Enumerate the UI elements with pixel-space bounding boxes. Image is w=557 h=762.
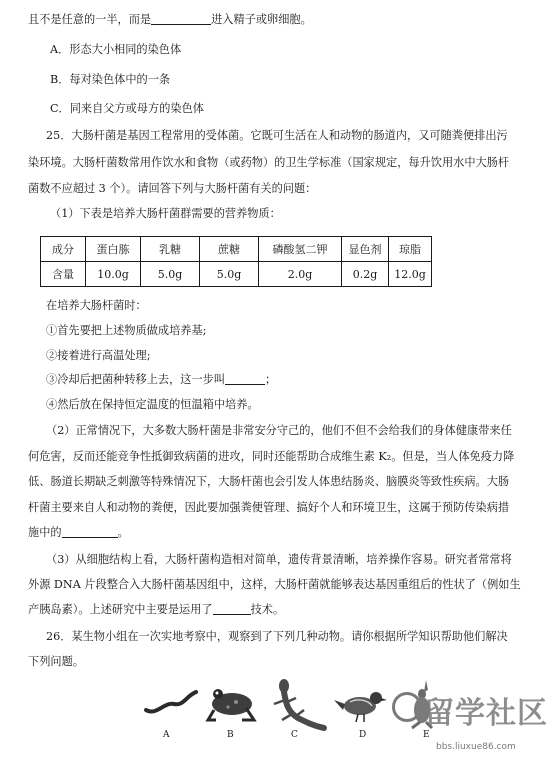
p3-line-2: 外源 DNA 片段整合入大肠杆菌基因组中，这样，大肠杆菌就能够表达基因重组后的性状了（例如生 xyxy=(28,578,521,591)
table-header-row xyxy=(41,237,432,262)
p2-line-2: 何危害，反而还能竞争性抵御致病菌的进攻，同时还能帮助合成维生素 K₂。但是，当人体免疫力降 xyxy=(28,450,515,463)
p3-line-1: （3）从细胞结构上看，大肠杆菌构造相对简单，遗传背景清晰，培养操作容易。研究者常常将 xyxy=(46,553,512,566)
animal-label-a: A xyxy=(163,730,170,740)
q25-line-1: 25．大肠杆菌是基因工程常用的受体菌。它既可生活在人和动物的肠道内，又可随粪便排出污 xyxy=(46,129,508,142)
lizard-icon xyxy=(274,679,324,728)
step-3 xyxy=(46,372,535,388)
step-2: ②接着进行高温处理; xyxy=(46,349,151,362)
p2-line-1: （2）正常情况下，大多数大肠杆菌是非常安分守己的，他们不但不会给我们的身体健康带来任 xyxy=(46,424,512,437)
text-fragment: 施中的 xyxy=(28,526,62,539)
table-cell: 5.0g xyxy=(141,262,200,287)
q26-line-2: 下列问题。 xyxy=(28,655,84,668)
answer-blank[interactable] xyxy=(225,372,265,385)
text-fragment: 产胰岛素）。上述研究中主要是运用了 xyxy=(28,603,213,616)
table-cell: 琼脂 xyxy=(389,237,432,262)
watermark-logo-icon xyxy=(392,692,422,722)
text-fragment: ③冷却后把菌种转移上去，这一步叫 xyxy=(46,373,226,386)
answer-blank[interactable] xyxy=(213,602,251,615)
option-c: C．同来自父方或母方的染色体 xyxy=(50,102,204,115)
sparrow-icon xyxy=(334,692,387,722)
watermark-url: bbs.liuxue86.com xyxy=(436,742,516,752)
p2-line-5 xyxy=(28,525,535,541)
text-fragment: 且不是任意的一半，而是 xyxy=(28,13,152,26)
culture-intro: 在培养大肠杆菌时： xyxy=(46,299,147,312)
option-a: A．形态大小相同的染色体 xyxy=(50,43,182,56)
option-b: B．每对染色体中的一条 xyxy=(50,73,171,86)
p2-line-4: 杆菌主要来自人和动物的粪便，因此要加强粪便管理、搞好个人和环境卫生，这属于预防传染病措 xyxy=(28,501,510,514)
text-fragment: ； xyxy=(265,373,277,386)
table-row xyxy=(41,262,432,287)
q25-sub1: （1）下表是培养大肠杆菌群需要的营养物质： xyxy=(50,207,281,220)
animal-label-c: C xyxy=(291,730,298,740)
table-cell: 显色剂 xyxy=(342,237,389,262)
text-fragment: 。 xyxy=(117,526,129,539)
table-cell: 12.0g xyxy=(389,262,432,287)
table-cell: 5.0g xyxy=(200,262,259,287)
frog-icon xyxy=(208,689,254,720)
step-1: ①首先要把上述物质做成培养基; xyxy=(46,324,207,337)
animal-label-e: E xyxy=(423,730,430,740)
earthworm-icon xyxy=(146,692,196,712)
answer-blank[interactable] xyxy=(151,12,211,25)
watermark-text: 留学社区 xyxy=(424,696,548,731)
p3-line-3 xyxy=(28,602,535,618)
animal-label-d: D xyxy=(359,730,367,740)
question-continuation xyxy=(28,12,535,28)
step-4: ④然后放在保持恒定温度的恒温箱中培养。 xyxy=(46,398,259,411)
text-fragment: 技术。 xyxy=(250,603,285,616)
table-cell: 2.0g xyxy=(259,262,342,287)
table-cell: 乳糖 xyxy=(141,237,200,262)
table-cell: 成分 xyxy=(41,237,86,262)
animal-label-b: B xyxy=(227,730,234,740)
table-cell: 磷酸氢二钾 xyxy=(259,237,342,262)
p2-line-3: 低、肠道长期缺乏刺激等特殊情况下，大肠杆菌也会引发人体患结肠炎、脑膜炎等致性疾病。大肠 xyxy=(28,475,510,488)
table-cell: 蔗糖 xyxy=(200,237,259,262)
answer-blank[interactable] xyxy=(62,525,118,538)
site-watermark xyxy=(382,688,557,762)
table-cell: 含量 xyxy=(41,262,86,287)
q25-line-3: 菌数不应超过 3 个）。请回答下列与大肠杆菌有关的问题： xyxy=(28,182,317,195)
nutrient-table xyxy=(40,236,432,287)
table-cell: 蛋白胨 xyxy=(86,237,141,262)
table-cell: 10.0g xyxy=(86,262,141,287)
q25-line-2: 染环境。大肠杆菌数常用作饮水和食物（或药物）的卫生学标准（国家规定，每升饮用水中大肠杆 xyxy=(28,156,510,169)
q26-line-1: 26．某生物小组在一次实地考察中，观察到了下列几种动物。请你根据所学知识帮助他们解决 xyxy=(46,630,508,643)
text-fragment: 进入精子或卵细胞。 xyxy=(211,13,312,26)
table-cell: 0.2g xyxy=(342,262,389,287)
